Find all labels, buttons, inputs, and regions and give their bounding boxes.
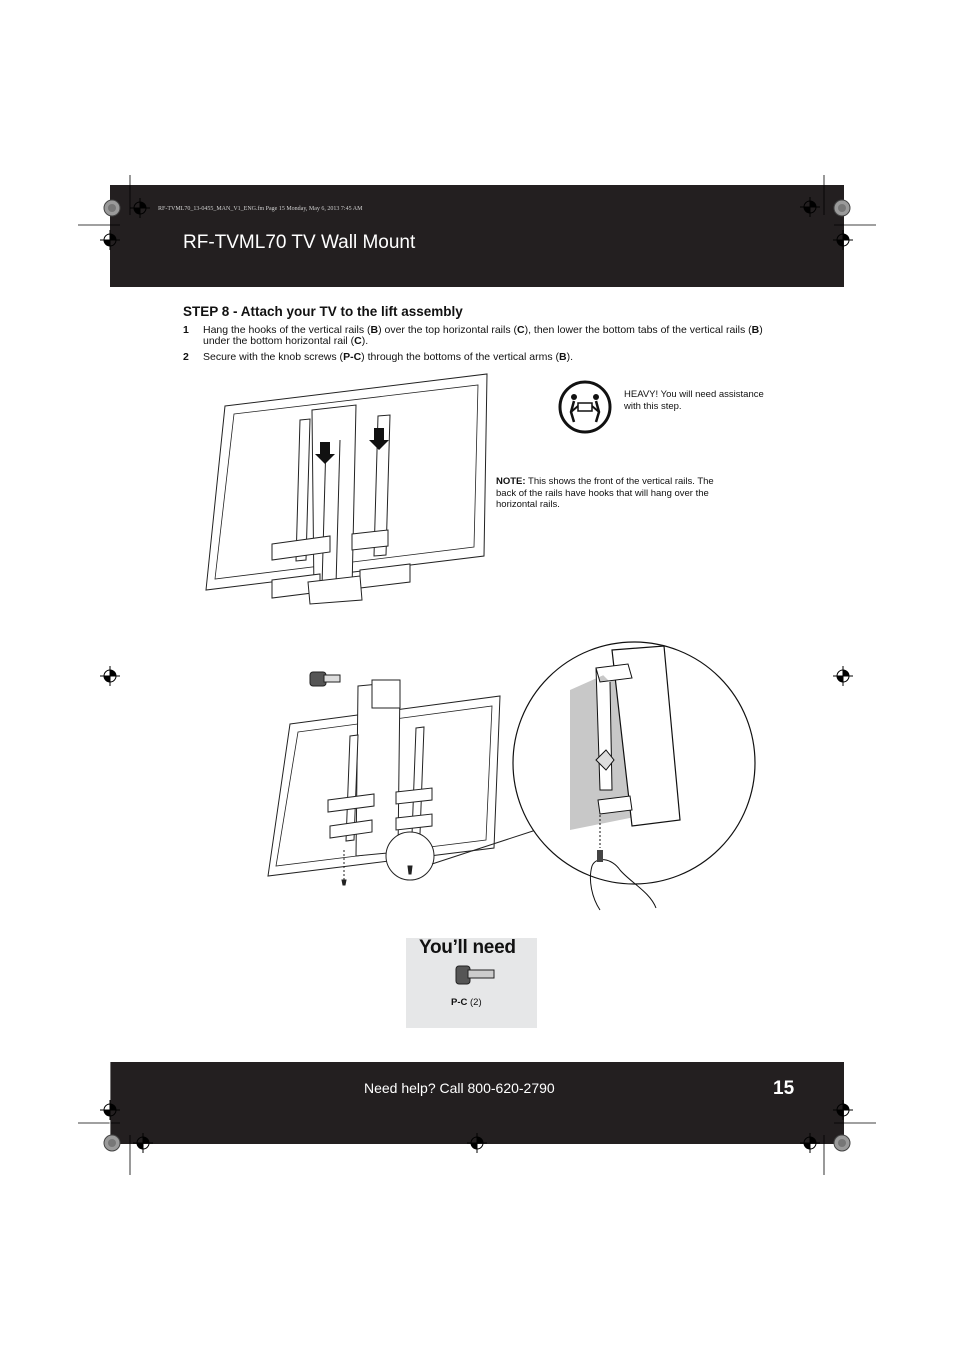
instruction-text: Secure with the knob screws (P-C) through the bottoms of the vertical arms (B). xyxy=(203,351,574,363)
note-text xyxy=(496,476,736,511)
note-label: NOTE: xyxy=(496,476,526,487)
instruction-text: Hang the hooks of the vertical rails (B) over the top horizontal rails (C), then lower the bottom tabs of the vertical rails (B) under the bottom horizontal rail (C). xyxy=(203,324,763,347)
part-label xyxy=(451,997,482,1008)
instruction-number: 2 xyxy=(183,351,189,363)
detail-zoom-circle xyxy=(513,642,755,910)
step-title: STEP 8 - Attach your TV to the lift assembly xyxy=(183,304,463,319)
page-title: RF-TVML70 TV Wall Mount xyxy=(183,232,416,253)
registration-target xyxy=(833,666,853,686)
instruction-1 xyxy=(183,325,783,349)
help-line: Need help? Call 800-620-2790 xyxy=(364,1080,555,1096)
youll-need-title: You’ll need xyxy=(419,937,516,958)
part-code: P-C xyxy=(451,997,468,1008)
instruction-number: 1 xyxy=(183,324,189,336)
instruction-2 xyxy=(183,352,783,366)
page-number: 15 xyxy=(773,1078,795,1099)
footer-band xyxy=(110,1062,844,1144)
registration-target xyxy=(100,666,120,686)
note-body: This shows the front of the vertical rails. The back of the rails have hooks that will hang over the horizontal rails. xyxy=(496,476,714,510)
knob-screw-illustration xyxy=(310,672,340,686)
tv-bottom-illustration xyxy=(268,680,536,885)
part-quantity: (2) xyxy=(467,997,482,1008)
heavy-warning-text: HEAVY! You will need assistance with this step. xyxy=(624,389,764,412)
two-person-lift-icon xyxy=(560,382,610,432)
file-slug: RF-TVML70_13-0455_MAN_V1_ENG.fm Page 15 Monday, May 6, 2013 7:45 AM xyxy=(158,206,363,212)
tv-top-illustration xyxy=(206,374,487,604)
